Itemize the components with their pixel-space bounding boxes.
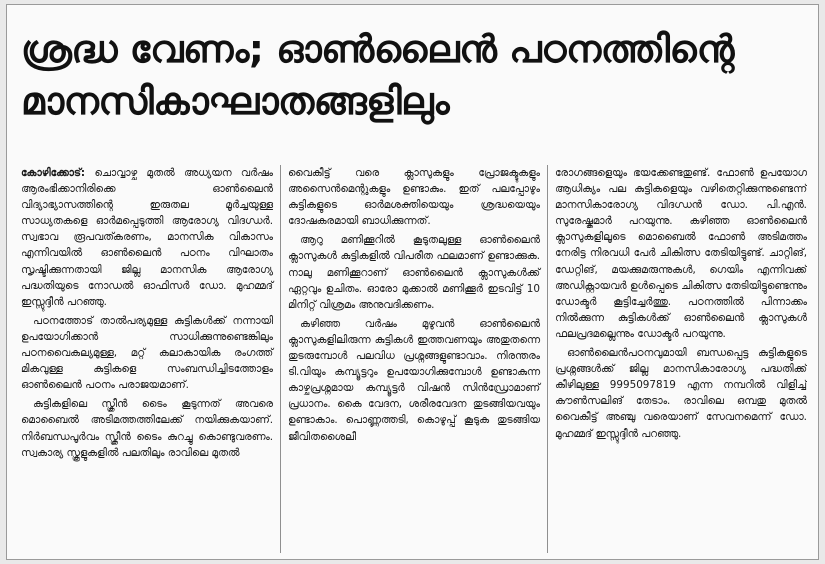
headline — [21, 23, 811, 127]
headline-line-2: മാനസികാഘാതങ്ങളിലും — [21, 79, 450, 123]
newspaper-clipping — [6, 4, 819, 560]
article-column-1 — [21, 165, 280, 553]
dateline: കോഴിക്കോട്: — [21, 167, 86, 179]
article-paragraph: ആറു മണിക്കൂറിൽ കൂടുതലുള്ള ഓൺലൈൻ ക്ലാസുകൾ കുട്ടികളിൽ വിപരീത ഫലമാണ് ഉണ്ടാക്കുക. നാലു മണിക്കൂറാണ് ഓൺലൈൻ ക്ലാസുകൾക്ക് ഏറ്റവും ഉചിതം. ഓരോ മുക്കാൽ മണിക്കൂർ ഇടവിട്ട് 10 മിനിറ്റ് വിശ്രമം അനുവദിക്കണം. — [288, 234, 540, 311]
article-paragraph: ഓൺലൈൻപഠനവുമായി ബന്ധപ്പെട്ട കുട്ടികളുടെ പ്രശ്നങ്ങൾക്ക് ജില്ല മാനസികാരോഗ്യ പദ്ധതിക്ക് കീഴിലുള്ള 9995097819 എന്ന നമ്പറിൽ വിളിച്ച് കൗൺസലിങ് തേടാം. രാവിലെ ഒമ്പതു മുതൽ വൈകീട്ട് അഞ്ചു വരെയാണ് സേവനമെന്ന് ഡോ. മുഹമ്മദ് ഇസ്സുദ്ദീൻ പറഞ്ഞു. — [555, 347, 807, 440]
article-paragraph: രോഗങ്ങളെയും ഭയക്കേണ്ടതുണ്ട്. ഫോൺ ഉപയോഗ ആധിക്യം പല കുട്ടികളെയും വഴിതെറ്റിക്കുന്നുണ്ടെന്ന് മാനസികാരോഗ്യ വിദഗ്ധൻ ഡോ. പി.എൻ. സുരേഷ്കുമാർ പറയുന്നു. കഴിഞ്ഞ ഓൺലൈൻ ക്ലാസുകളിലൂടെ മൊബൈൽ ഫോൺ അടിമത്തം നേരിട്ട നിരവധി പേർ ചികിത്സ തേടിയിട്ടുണ്ട്. ചാറ്റിങ്, ഡേറ്റിങ്, മയക്കുമരുന്നുകൾ, ഗെയിം എന്നിവക്ക് അഡിക്റ്റായവർ ഉൾപ്പെടെ ചികിത്സ തേടിയിട്ടുണ്ടെന്നും ഡോക്ടർ കൂട്ടിച്ചേർത്തു. പഠനത്തിൽ പിന്നാക്കം നിൽക്കുന്ന കുട്ടികൾക്ക് ഓൺലൈൻ ക്ലാസുകൾ ഫലപ്രദമല്ലെന്നും ഡോക്ടർ പറയുന്നു. — [555, 167, 807, 340]
article-paragraph: പഠനത്തോട് താൽപര്യമുള്ള കുട്ടികൾക്ക് നന്നായി ഉപയോഗിക്കാൻ സാധിക്കുന്നുണ്ടെങ്കിലും പഠനവൈകല്യമുള്ള, മറ്റ് കലാകായിക രംഗത്ത് മികവുള്ള കുട്ടികളെ സംബന്ധിച്ചിടത്തോളം ഓൺലൈൻ പഠനം പരാജയമാണ്. — [21, 314, 273, 392]
article-paragraph: കുട്ടികളിലെ സ്ക്രീൻ ടൈം കൂടുന്നത് അവരെ മൊബൈൽ അടിമത്തത്തിലേക്ക് നയിക്കുകയാണ്. നിർബന്ധപൂർവം സ്ക്രീൻ ടൈം കുറച്ചു കൊണ്ടുവരണം. സ്വകാര്യ സ്കൂളുകളിൽ പലതിലും രാവിലെ മുതൽ — [21, 398, 273, 459]
article-paragraph: വൈകീട്ട് വരെ ക്ലാസുകളും പ്രോജക്ടുകളും അസൈൻമെന്റുകളും ഉണ്ടാകും. ഇത് പലപ്പോഴും കുട്ടികളുടെ ഓർമശക്തിയെയും ശ്രദ്ധയെയും ദോഷകരമായി ബാധിക്കുന്നത്. — [288, 167, 540, 228]
article-body — [21, 165, 807, 553]
paragraph-text: ചൊവ്വാഴ്ച മുതൽ അധ്യയന വർഷം ആരംഭിക്കാനിരിക്കെ ഓൺലൈൻ വിദ്യാഭ്യാസത്തിന്റെ ഇരുതല മൂർച്ചയുള്ള സാധ്യതകളെ ഓർമപ്പെടുത്തി ആരോഗ്യ വിദഗ്ധർ. സ്വഭാവ രൂപവത്കരണം, മാനസിക വികാസം എന്നിവയിൽ ഓൺലൈൻ പഠനം വിഘാതം സൃഷ്ടിക്കുന്നതായി ജില്ല മാനസിക ആരോഗ്യ പദ്ധതിയുടെ നോഡൽ ഓഫിസർ ഡോ. മുഹമ്മദ് ഇസ്സുദ്ദീൻ പറഞ്ഞു. — [21, 167, 274, 308]
article-paragraph: കഴിഞ്ഞ വർഷം മുഴുവൻ ഓൺലൈൻ ക്ലാസുകളിലിരുന്ന കുട്ടികൾ ഇത്തവണയും അതുതന്നെ തുടരുമ്പോൾ പലവിധ പ്രശ്നങ്ങളുണ്ടാവാം. നിരന്തരം ടി.വിയും കമ്പ്യൂട്ടറും ഉപയോഗിക്കുമ്പോൾ ഉണ്ടാകുന്ന കാഴ്ചപ്രശ്നമായ കമ്പ്യൂട്ടർ വിഷൻ സിൻഡ്രോമാണ് പ്രധാനം. കൈ വേദന, ശരീരവേദന തുടങ്ങിയവയും ഉണ്ടാകാം. പൊണ്ണത്തടി, കൊഴുപ്പ് കൂടുക തുടങ്ങിയ ജീവിതശൈലീ — [288, 317, 540, 443]
headline-line-1: ശ്രദ്ധ വേണം; ഓൺലൈൻ പഠനത്തിന്റെ — [21, 27, 734, 71]
article-column-2 — [280, 165, 547, 553]
article-column-3 — [547, 165, 807, 553]
article-paragraph — [21, 165, 273, 310]
